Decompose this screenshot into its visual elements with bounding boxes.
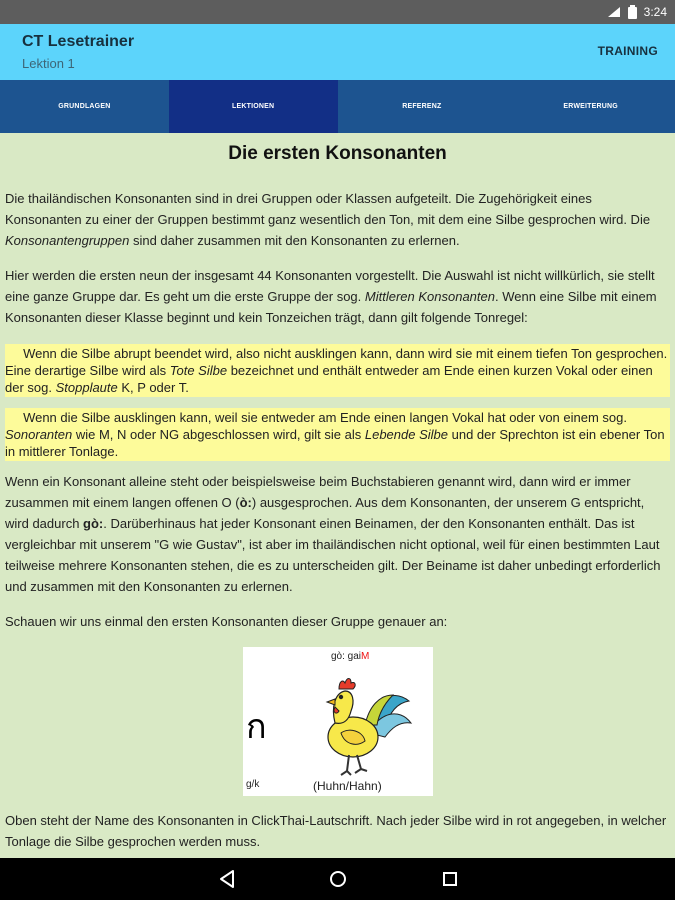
navigation-bar — [0, 858, 675, 900]
lesson-subtitle: Lektion 1 — [22, 56, 75, 71]
battery-icon — [628, 5, 637, 19]
clock: 3:24 — [643, 5, 667, 19]
highlight-rule-1: Wenn die Silbe abrupt beendet wird, also nicht ausklingen kann, dann wird sie mit einem tiefen Ton gesprochen. Eine derartige Silbe wird als Tote Silbe bezeichnet und enthält entweder am Ende einen kurzen Vokal oder einen der sog. Stopplaute K, P oder T. — [5, 344, 670, 397]
paragraph-3: Wenn ein Konsonant alleine steht oder beispielsweise beim Buchstabieren genannt wird, dann wird er immer zusammen mit einem langen offenen O (ò:) ausgesprochen. Aus dem Konsonanten, der unserem G entspricht, wird dadurch gò:. Darüberhinaus hat jeder Konsonant einen Beinamen, der den Konsonanten enthält. Das ist vergleichbar mit unserem "G wie Gustav", ist aber im thailändischen nicht optional, weil für einen bestimmten Laut teilweise mehrere Konsonanten stehen, die es zu unterscheiden gilt. Der Beiname ist daher unbedingt erforderlich und zusammen mit den Konsonanten zu erlernen. — [5, 474, 661, 594]
app-bar — [0, 24, 675, 80]
app-title: CT Lesetrainer — [22, 33, 135, 50]
recents-icon[interactable] — [437, 866, 463, 892]
status-icons — [607, 0, 667, 24]
thai-character: ก — [246, 707, 267, 747]
consonant-name: gò: gaiM — [331, 651, 370, 662]
page-title: Die ersten Konsonanten — [228, 143, 447, 164]
home-icon[interactable] — [325, 866, 351, 892]
lesson-content[interactable] — [0, 133, 675, 858]
status-bar — [0, 0, 675, 24]
paragraph-1: Die thailändischen Konsonanten sind in drei Gruppen oder Klassen aufgeteilt. Die Zugehörigkeit eines Konsonanten zu einer der Gruppen bestimmt ganz wesentlich den Ton, mit dem eine Silbe gesprochen wird. Die Konsonantengruppen sind daher zusammen mit den Konsonanten zu erlernen. — [5, 191, 651, 248]
tab-erweiterung[interactable]: ERWEITERUNG — [563, 103, 618, 110]
paragraph-5: Oben steht der Name des Konsonanten in ClickThai-Lautschrift. Nach jeder Silbe wird in rot angegeben, in welcher Tonlage die Silbe gesprochen werden muss. — [5, 813, 667, 849]
tone-marker: M — [361, 651, 370, 662]
tab-referenz[interactable]: REFERENZ — [402, 103, 442, 110]
consonant-sound: g/k — [246, 779, 260, 790]
rooster-image — [305, 667, 415, 779]
consonant-meaning: (Huhn/Hahn) — [313, 779, 382, 793]
consonant-figure[interactable] — [243, 647, 433, 796]
training-button[interactable]: TRAINING — [597, 44, 658, 58]
tab-bar — [0, 80, 675, 133]
paragraph-2: Hier werden die ersten neun der insgesamt 44 Konsonanten vorgestellt. Die Auswahl ist nicht willkürlich, sie stellt eine ganze Gruppe dar. Es geht um die erste Gruppe der sog. Mittleren Konsonanten. Wenn eine Silbe mit einem Konsonanten dieser Klasse beginnt und kein Tonzeichen trägt, dann gilt folgende Tonregel: — [5, 268, 657, 325]
tab-lektionen[interactable]: LEKTIONEN — [169, 80, 338, 133]
back-icon[interactable] — [214, 866, 240, 892]
highlight-rule-2: Wenn die Silbe ausklingen kann, weil sie entweder am Ende einen langen Vokal hat oder von einem sog. Sonoranten wie M, N oder NG abgeschlossen wird, gilt sie als Lebende Silbe und der Sprechton ist ein ebener Ton in mittlerer Tonlage. — [5, 408, 670, 461]
tab-grundlagen[interactable]: GRUNDLAGEN — [58, 103, 111, 110]
paragraph-4: Schauen wir uns einmal den ersten Konsonanten dieser Gruppe genauer an: — [5, 614, 448, 629]
wifi-icon — [607, 6, 621, 18]
